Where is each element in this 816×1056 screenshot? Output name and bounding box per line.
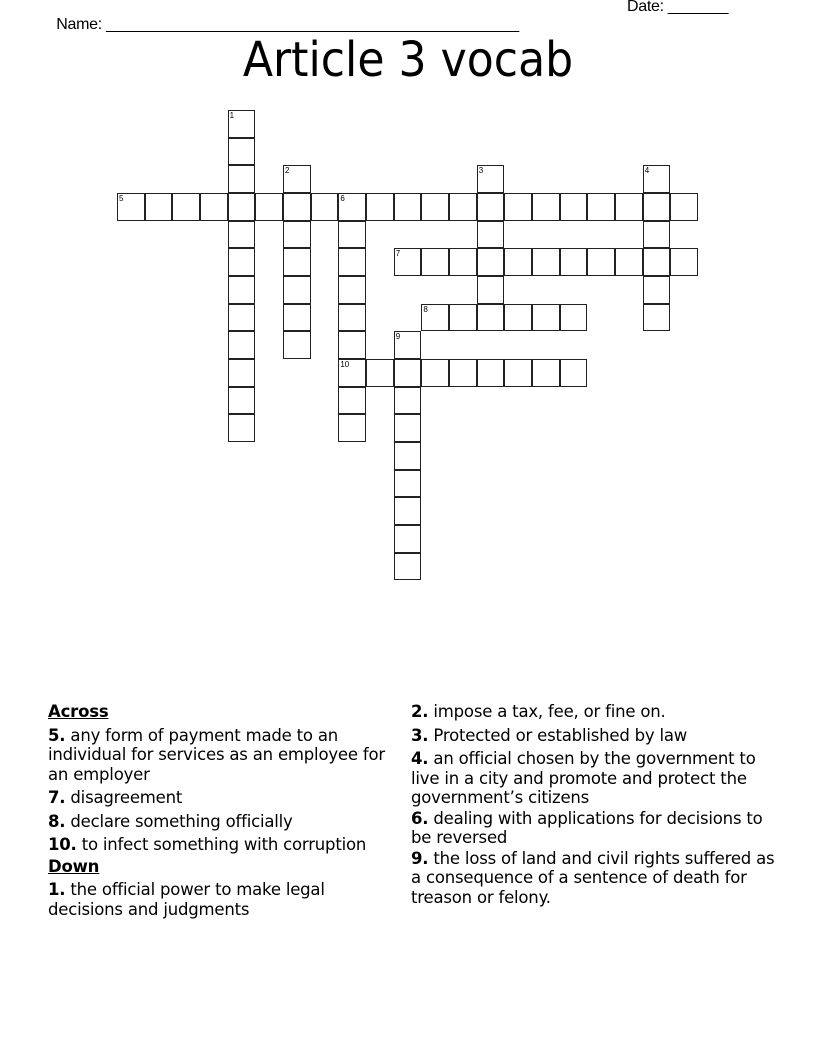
grid-cell[interactable] bbox=[228, 221, 256, 249]
clue-text: impose a tax, fee, or fine on. bbox=[433, 702, 666, 721]
grid-cell[interactable] bbox=[228, 193, 256, 221]
grid-cell[interactable] bbox=[228, 304, 256, 332]
grid-cell[interactable] bbox=[477, 276, 505, 304]
grid-cell[interactable] bbox=[394, 470, 422, 498]
clue-text: the loss of land and civil rights suffered as a consequence of a sentence of death for treason or felony. bbox=[411, 848, 775, 907]
clue-down-1 bbox=[48, 880, 398, 919]
grid-cell[interactable] bbox=[228, 414, 256, 442]
grid-cell[interactable] bbox=[670, 193, 698, 221]
grid-cell[interactable] bbox=[615, 248, 643, 276]
grid-cell[interactable] bbox=[587, 193, 615, 221]
grid-cell[interactable] bbox=[366, 359, 394, 387]
grid-cell[interactable] bbox=[449, 193, 477, 221]
clue-number: 9. bbox=[411, 848, 429, 868]
grid-cell[interactable] bbox=[228, 138, 256, 166]
grid-cell[interactable] bbox=[228, 276, 256, 304]
grid-cell[interactable] bbox=[504, 304, 532, 332]
grid-cell[interactable] bbox=[477, 221, 505, 249]
grid-cell[interactable] bbox=[283, 304, 311, 332]
grid-cell[interactable] bbox=[283, 193, 311, 221]
clue-text: Protected or established by law bbox=[433, 725, 688, 745]
clue-text: to infect something with corruption bbox=[81, 835, 367, 854]
grid-cell[interactable] bbox=[643, 165, 671, 193]
clue-number-label: 7 bbox=[395, 249, 401, 259]
clue-down-9 bbox=[411, 849, 781, 908]
grid-cell[interactable] bbox=[394, 331, 422, 359]
grid-cell[interactable] bbox=[394, 525, 422, 553]
clue-text: declare something officially bbox=[70, 811, 293, 831]
grid-cell[interactable] bbox=[643, 276, 671, 304]
grid-cell[interactable] bbox=[643, 304, 671, 332]
clue-down-2 bbox=[411, 702, 781, 722]
grid-cell[interactable] bbox=[615, 193, 643, 221]
clue-number: 6. bbox=[411, 808, 429, 828]
clue-down-3 bbox=[411, 726, 781, 746]
clue-across-8 bbox=[48, 812, 398, 832]
clue-text: disagreement bbox=[70, 788, 183, 807]
page-title: Article 3 vocab bbox=[242, 32, 574, 88]
name-field[interactable]: Name: ________________________________________________ bbox=[56, 16, 519, 33]
clue-across-5 bbox=[48, 726, 398, 785]
clue-number: 7. bbox=[48, 788, 66, 807]
grid-cell[interactable] bbox=[477, 165, 505, 193]
grid-cell[interactable] bbox=[421, 193, 449, 221]
clue-number: 5. bbox=[48, 725, 66, 745]
clue-number-label: 10 bbox=[340, 360, 350, 370]
grid-cell[interactable] bbox=[338, 359, 366, 387]
across-heading: Across bbox=[48, 702, 109, 721]
clue-text: dealing with applications for decisions to be reversed bbox=[411, 808, 763, 847]
grid-cell[interactable] bbox=[449, 248, 477, 276]
grid-cell[interactable] bbox=[532, 193, 560, 221]
clue-number-label: 5 bbox=[119, 194, 124, 203]
clue-number: 3. bbox=[411, 725, 429, 745]
grid-cell[interactable] bbox=[366, 193, 394, 221]
grid-cell[interactable] bbox=[477, 248, 505, 276]
grid-cell[interactable] bbox=[560, 304, 588, 332]
clues-left-column bbox=[48, 702, 398, 923]
grid-cell[interactable] bbox=[421, 359, 449, 387]
clue-number: 2. bbox=[411, 702, 429, 721]
grid-cell[interactable] bbox=[394, 497, 422, 525]
clue-number: 8. bbox=[48, 811, 66, 831]
grid-cell[interactable] bbox=[643, 193, 671, 221]
grid-cell[interactable] bbox=[394, 248, 422, 276]
grid-cell[interactable] bbox=[228, 248, 256, 276]
clues-right-column bbox=[411, 702, 781, 911]
clue-number-label: 2 bbox=[285, 166, 290, 176]
grid-cell[interactable] bbox=[283, 331, 311, 359]
grid-cell[interactable] bbox=[670, 248, 698, 276]
grid-cell[interactable] bbox=[477, 304, 505, 332]
clue-text: an official chosen by the government to live in a city and promote and protect the government’s citizens bbox=[411, 749, 756, 807]
grid-cell[interactable] bbox=[338, 193, 366, 221]
grid-cell[interactable] bbox=[200, 193, 228, 221]
clue-number-label: 6 bbox=[340, 194, 345, 203]
date-field[interactable]: Date: _______ bbox=[627, 0, 729, 15]
clue-number-label: 8 bbox=[423, 304, 428, 314]
grid-cell[interactable] bbox=[477, 193, 505, 221]
grid-cell[interactable] bbox=[338, 248, 366, 276]
clue-text: any form of payment made to an individual for services as an employee for an employer bbox=[48, 725, 385, 784]
clue-down-4 bbox=[411, 749, 781, 808]
grid-cell[interactable] bbox=[587, 248, 615, 276]
grid-cell[interactable] bbox=[283, 276, 311, 304]
grid-cell[interactable] bbox=[394, 414, 422, 442]
grid-cell[interactable] bbox=[560, 193, 588, 221]
grid-cell[interactable] bbox=[643, 248, 671, 276]
grid-cell[interactable] bbox=[394, 442, 422, 470]
grid-cell[interactable] bbox=[172, 193, 200, 221]
grid-cell[interactable] bbox=[560, 248, 588, 276]
clue-number-label: 3 bbox=[478, 166, 484, 176]
grid-cell[interactable] bbox=[449, 304, 477, 332]
grid-cell[interactable] bbox=[532, 359, 560, 387]
grid-cell[interactable] bbox=[421, 304, 449, 332]
clue-down-6 bbox=[411, 809, 781, 848]
clue-across-7 bbox=[48, 788, 398, 808]
grid-cell[interactable] bbox=[421, 248, 449, 276]
grid-cell[interactable] bbox=[228, 331, 256, 359]
grid-cell[interactable] bbox=[532, 304, 560, 332]
grid-cell[interactable] bbox=[145, 193, 173, 221]
grid-cell[interactable] bbox=[228, 359, 256, 387]
grid-cell[interactable] bbox=[643, 221, 671, 249]
grid-cell[interactable] bbox=[311, 193, 339, 221]
grid-cell[interactable] bbox=[283, 248, 311, 276]
grid-cell[interactable] bbox=[338, 304, 366, 332]
grid-cell[interactable] bbox=[394, 553, 422, 581]
grid-cell[interactable] bbox=[504, 248, 532, 276]
grid-cell[interactable] bbox=[228, 165, 256, 193]
clue-number-label: 9 bbox=[395, 332, 401, 342]
grid-cell[interactable] bbox=[532, 248, 560, 276]
clue-number-label: 4 bbox=[644, 166, 650, 176]
grid-cell[interactable] bbox=[394, 193, 422, 221]
grid-cell[interactable] bbox=[394, 359, 422, 387]
clue-number: 10. bbox=[48, 835, 77, 854]
grid-cell[interactable] bbox=[477, 359, 505, 387]
grid-cell[interactable] bbox=[338, 276, 366, 304]
grid-cell[interactable] bbox=[449, 359, 477, 387]
grid-cell[interactable] bbox=[338, 414, 366, 442]
clue-number-label: 1 bbox=[229, 111, 235, 120]
grid-cell[interactable] bbox=[283, 221, 311, 249]
clue-across-10 bbox=[48, 835, 398, 855]
grid-cell[interactable] bbox=[283, 165, 311, 193]
clue-text: the official power to make legal decisions and judgments bbox=[48, 880, 325, 919]
clue-number: 1. bbox=[48, 880, 66, 899]
grid-cell[interactable] bbox=[504, 193, 532, 221]
clue-number: 4. bbox=[411, 749, 429, 768]
grid-cell[interactable] bbox=[117, 193, 145, 221]
grid-cell[interactable] bbox=[255, 193, 283, 221]
grid-cell[interactable] bbox=[560, 359, 588, 387]
grid-cell[interactable] bbox=[338, 387, 366, 415]
grid-cell[interactable] bbox=[338, 221, 366, 249]
grid-cell[interactable] bbox=[228, 387, 256, 415]
grid-cell[interactable] bbox=[228, 110, 256, 138]
grid-cell[interactable] bbox=[338, 331, 366, 359]
grid-cell[interactable] bbox=[504, 359, 532, 387]
down-heading: Down bbox=[48, 856, 100, 876]
grid-cell[interactable] bbox=[394, 387, 422, 415]
